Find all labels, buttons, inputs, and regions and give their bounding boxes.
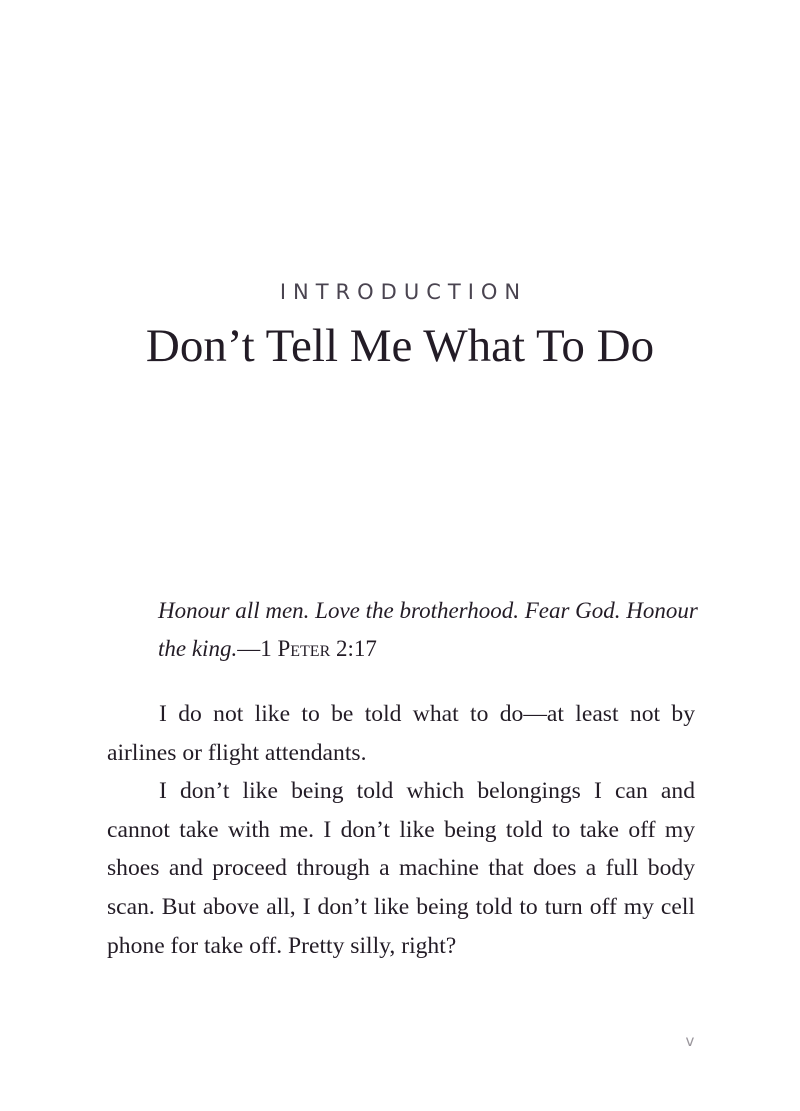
epigraph-source: 1 Peter 2:17 xyxy=(260,636,377,661)
page-number: v xyxy=(685,1032,695,1050)
paragraph: I don’t like being told which belongings I can and cannot take with me. I don’t like being told to take off my shoes and proceed through a machine that does a full body scan. But above all, I don’t like being told to turn off my cell phone for take off. Pretty silly, right? xyxy=(107,778,695,959)
chapter-title: Don’t Tell Me What To Do xyxy=(145,320,655,372)
epigraph-dash: — xyxy=(237,636,261,661)
paragraph: I do not like to be told what to do—at least not by airlines or flight attendants. xyxy=(107,701,695,766)
epigraph-quote: Honour all men. Love the brotherhood. Fear God. Honour the king. xyxy=(158,598,698,661)
epigraph xyxy=(158,592,698,668)
chapter-label: INTRODUCTION xyxy=(279,280,528,304)
body-text xyxy=(107,695,695,965)
